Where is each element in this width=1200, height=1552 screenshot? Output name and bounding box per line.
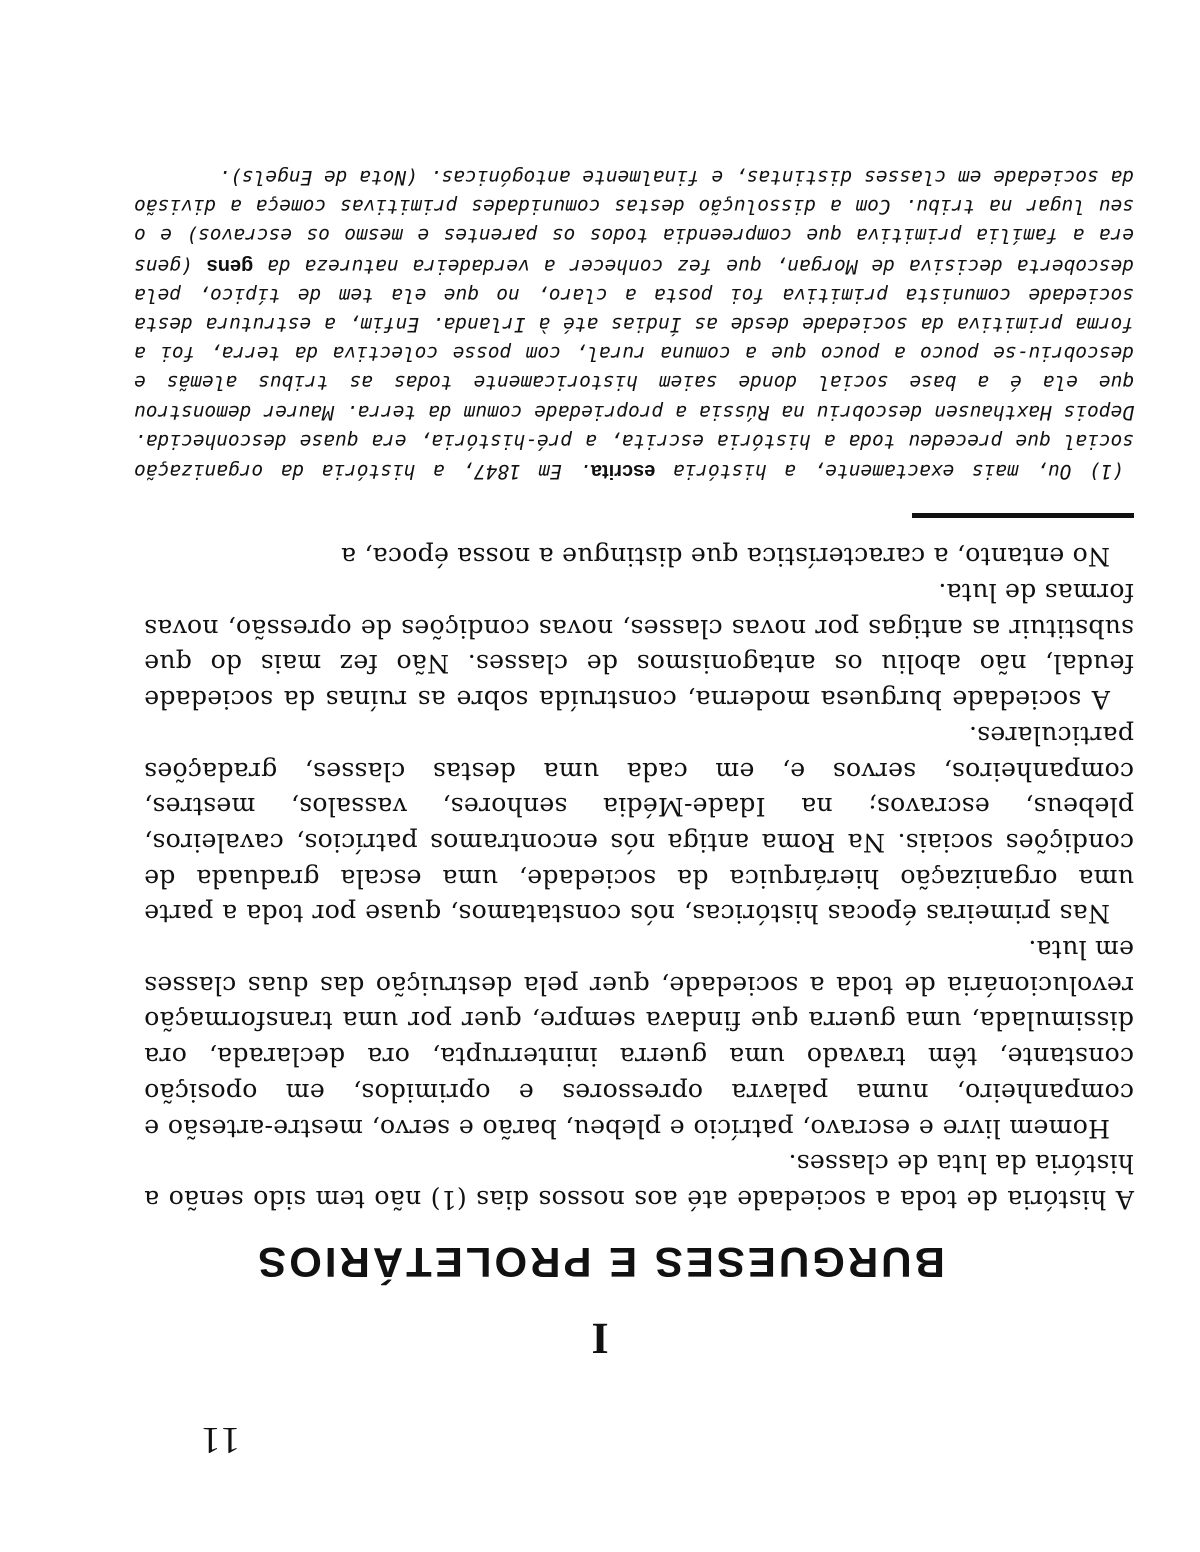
footnote-text bbox=[134, 163, 1134, 486]
footnote-part-2: . Em 1847, a história da organização social que precedeu toda a história escrita, a pré-história, era quase desconhecida. Depois Haxthausen descobriu na Rússia a propriedade comum da terra. Maurer demonstrou que ela é a base social donde saiem historicamente todas as tribus alemãs e descobriu-se pouco a pouco que a comuna rural, com posse colectiva da terra, foi a forma primitiva da sociedade desde as Índias até à Irlanda. Enfim, a estrutura desta sociedade comunista primitiva foi posta a claro, no que ela tem de típico, pela descoberta decisiva de Morgan, que fez conhecer a verdadeira natureza da bbox=[134, 254, 1134, 483]
paragraph-5: No entanto, a característica que distingue a nossa época, a bbox=[340, 542, 1110, 572]
footnote-part-3: (gens era a família primitiva que compreendia todos os parentes e mesmo os escravos) e o seu lugar na tribu. Com a dissolução destas comunidades primitivas começa a divisão da sociedade em classes distintas, e finalmente antogónicas. (Nota de Engels). bbox=[134, 165, 1134, 278]
footnote bbox=[134, 163, 1134, 486]
body-text bbox=[144, 539, 1134, 1217]
footnote-separator bbox=[912, 513, 1134, 518]
chapter-number: I bbox=[591, 1314, 609, 1363]
paragraph-3: Nas primeiras épocas históricas, nós constatamos, quase por toda a parte uma organização hierárquica da sociedade, uma escala graduada de condições sociais. Na Roma antiga nós encontramos patrícios, cavaleiros, plebeus, escravos; na Idade-Média senhores, vassalos, mestres, companheiros, servos e, em cada uma destas classes, gradações particulares. bbox=[144, 720, 1134, 929]
paragraph-1: A história de toda a sociedade até aos nossos dias (1) não tem sido senão a história da luta de classes. bbox=[144, 1149, 1134, 1214]
paragraph-4: A sociedade burguesa moderna, construída sobre as ruínas da sociedade feudal, não aboliu os antagonismos de classes. Não fez mais do que substituir as antigas por novas classes, novas condições de opressão, novas formas de luta. bbox=[144, 578, 1134, 715]
chapter-title: BURGUESES E PROLETÁRIOS bbox=[255, 1239, 945, 1286]
footnote-part-1: (1) Ou, mais exactamente, a história bbox=[655, 460, 1124, 483]
paragraph-2: Homem livre e escravo, patrício e plebeu, barão e servo, mestre-artesão e companheiro, numa palavra opressores e oprimidos, em oposição constante, têm travado uma guerra ininterrupta, ora declarada, ora dissimulada, uma guerra que findava sempre, quer por uma transformação revolucionária de toda a sociedade, quer pela destruição das duas classes em luta. bbox=[144, 935, 1134, 1143]
page-number: 11 bbox=[199, 1419, 240, 1461]
footnote-word-gens: gens bbox=[206, 254, 254, 277]
footnote-word-escrita: escrita bbox=[590, 460, 656, 482]
